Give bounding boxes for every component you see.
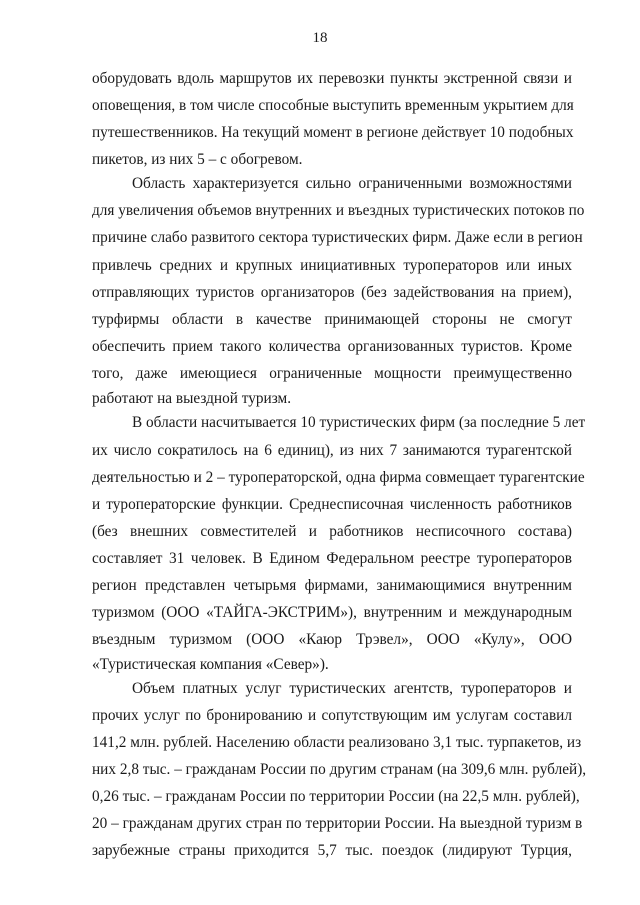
text-line: них 2,8 тыс. – гражданам России по другим странам (на 309,6 млн. рублей), (92, 761, 587, 778)
text-line: работают на выездной туризм. (92, 390, 292, 407)
text-line: и туроператорские функции. Среднесписочная численность работников (92, 496, 572, 513)
text-line: 141,2 млн. рублей. Населению области реализовано 3,1 тыс. турпакетов, из (92, 734, 582, 751)
text-line: зарубежные страны приходится 5,7 тыс. поездок (лидируют Турция, (92, 842, 572, 859)
text-line: турфирмы области в качестве принимающей стороны не смогут (92, 311, 572, 328)
text-line: их число сократилось на 6 единиц), из них 7 занимаются турагентской (92, 442, 572, 459)
text-line: «Туристическая компания «Север»). (92, 656, 329, 673)
text-line: отправляющих туристов организаторов (без задействования на прием), (92, 284, 572, 301)
text-line: регион представлен четырьмя фирмами, занимающимися внутренним (92, 577, 572, 594)
text-line: причине слабо развитого сектора туристических фирм. Даже если в регион (92, 229, 583, 246)
text-line: привлечь средних и крупных инициативных туроператоров или иных (92, 257, 572, 274)
text-line: обеспечить прием такого количества организованных туристов. Кроме (92, 338, 572, 355)
text-line: для увеличения объемов внутренних и въездных туристических потоков по (92, 202, 585, 219)
text-line: туризмом (ООО «ТАЙГА-ЭКСТРИМ»), внутренним и международным (92, 604, 572, 621)
text-line: пикетов, из них 5 – с обогревом. (92, 151, 303, 168)
text-line: составляет 31 человек. В Едином Федеральном реестре туроператоров (92, 550, 572, 567)
text-line: того, даже имеющиеся ограниченные мощности преимущественно (92, 365, 572, 382)
text-line: 20 – гражданам других стран по территории России. На выездной туризм в (92, 815, 583, 832)
text-line: путешественников. На текущий момент в регионе действует 10 подобных (92, 124, 574, 141)
text-line: оповещения, в том числе способные выступить временным укрытием для (92, 97, 574, 114)
page-number: 18 (312, 30, 328, 46)
text-line: деятельностью и 2 – туроператорской, одна фирма совмещает турагентские (92, 469, 585, 486)
text-line: 0,26 тыс. – гражданам России по территории России (на 22,5 млн. рублей), (92, 788, 580, 805)
text-line: (без внешних совместителей и работников несписочного состава) (92, 523, 572, 540)
text-line: В области насчитывается 10 туристических фирм (за последние 5 лет (132, 414, 586, 431)
text-line: прочих услуг по бронированию и сопутствующим им услугам составил (92, 707, 572, 724)
text-line: Объем платных услуг туристических агентств, туроператоров и (132, 680, 572, 697)
text-line: въездным туризмом (ООО «Каюр Трэвел», ООО «Кулу», ООО (92, 631, 572, 648)
text-line: Область характеризуется сильно ограниченными возможностями (132, 175, 572, 192)
text-line: оборудовать вдоль маршрутов их перевозки пункты экстренной связи и (92, 70, 572, 87)
